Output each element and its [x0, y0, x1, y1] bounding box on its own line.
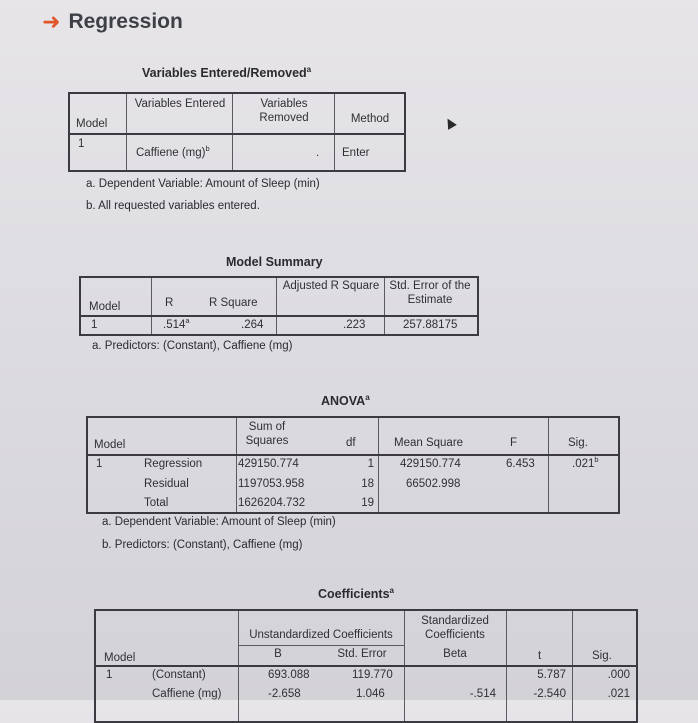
header-t: t	[538, 650, 542, 662]
header-std-error: Std. Error	[337, 648, 387, 660]
row-method: Enter	[342, 147, 370, 159]
coefficients-row-label: Caffiene (mg)	[152, 688, 222, 700]
model-summary-table	[79, 276, 479, 336]
row-variables-removed: .	[316, 147, 320, 159]
header-unstandardized: Unstandardized Coefficients	[249, 629, 393, 641]
mouse-cursor-icon	[443, 116, 457, 130]
coefficients-row-std-error: 1.046	[356, 688, 385, 700]
coefficients-table	[94, 609, 638, 723]
row-model: 1	[78, 138, 85, 150]
coefficients-row-beta: -.514	[469, 688, 496, 700]
variables-table	[68, 92, 406, 172]
header-f: F	[510, 437, 518, 449]
variables-note-b: b. All requested variables entered.	[86, 200, 260, 212]
model-summary-note-a: a. Predictors: (Constant), Caffiene (mg)	[92, 340, 293, 352]
row-r: .514$^a$	[163, 316, 190, 331]
header-std-error-estimate: Std. Error of the Estimate	[389, 280, 471, 306]
anova-model-number: 1	[96, 458, 103, 470]
header-sig: Sig.	[568, 437, 588, 449]
row-model: 1	[91, 319, 98, 331]
header-variables-removed: Variables Removed	[259, 98, 309, 124]
anova-row-sum-squares: 1626204.732	[238, 497, 306, 509]
row-adjusted-r-square: .223	[343, 319, 366, 331]
header-standardized: Standardized Coefficients	[421, 615, 489, 641]
coefficients-row-b: -2.658	[268, 688, 301, 700]
header-r: R	[165, 297, 174, 309]
section-heading[interactable]	[42, 10, 183, 34]
header-model: Model	[104, 652, 136, 664]
coefficients-caption: Coefficients$^a$	[318, 585, 394, 601]
coefficients-row-b: 693.088	[268, 669, 310, 681]
row-r-square: .264	[241, 319, 264, 331]
anova-row-sig: .021$^b$	[572, 455, 599, 470]
coefficients-row-sig: .000	[607, 669, 630, 681]
coefficients-row-sig: .021	[607, 688, 630, 700]
coefficients-row-t: -2.540	[533, 688, 566, 700]
variables-table-caption: Variables Entered/Removed$^a$	[142, 64, 312, 80]
anova-note-b: b. Predictors: (Constant), Caffiene (mg)	[102, 539, 303, 551]
anova-row-label: Total	[144, 497, 169, 509]
header-adjusted-r-square: Adjusted R Square	[282, 280, 380, 292]
anova-table	[86, 416, 620, 514]
header-r-square: R Square	[209, 297, 258, 309]
anova-row-sum-squares: 1197053.958	[238, 478, 305, 490]
anova-row-mean-square: 429150.774	[400, 458, 461, 470]
section-title: Regression	[68, 10, 183, 33]
coefficients-row-std-error: 119.770	[352, 669, 393, 681]
header-model: Model	[94, 439, 126, 451]
coefficients-row-label: (Constant)	[152, 669, 206, 681]
anova-row-mean-square: 66502.998	[406, 478, 461, 490]
anova-row-sum-squares: 429150.774	[238, 458, 299, 470]
anova-row-df: 1	[367, 458, 374, 470]
anova-row-df: 18	[361, 478, 374, 490]
anova-row-f: 6.453	[506, 458, 535, 470]
variables-note-a: a. Dependent Variable: Amount of Sleep (min)	[86, 178, 320, 190]
anova-row-label: Residual	[144, 478, 189, 490]
header-sum-of-squares: Sum of Squares	[245, 421, 289, 447]
header-method: Method	[350, 113, 390, 125]
header-df: df	[346, 437, 356, 449]
header-variables-entered: Variables Entered	[134, 98, 226, 110]
row-std-error-estimate: 257.88175	[403, 319, 458, 331]
header-model: Model	[89, 301, 121, 313]
coefficients-model-number: 1	[106, 669, 113, 681]
anova-row-label: Regression	[144, 458, 203, 470]
anova-note-a: a. Dependent Variable: Amount of Sleep (min)	[102, 516, 336, 528]
header-sig: Sig.	[592, 650, 612, 662]
model-summary-caption: Model Summary	[226, 255, 323, 269]
header-mean-square: Mean Square	[394, 437, 464, 449]
anova-caption: ANOVA$^a$	[321, 392, 370, 408]
row-variables-entered: Caffiene (mg)$^b$	[136, 144, 210, 159]
arrow-right-icon: ➜	[42, 9, 61, 34]
coefficients-row-t: 5.787	[537, 669, 566, 681]
anova-row-df: 19	[361, 497, 374, 509]
header-beta: Beta	[443, 648, 467, 660]
header-b: B	[274, 648, 282, 660]
header-model: Model	[76, 118, 108, 130]
